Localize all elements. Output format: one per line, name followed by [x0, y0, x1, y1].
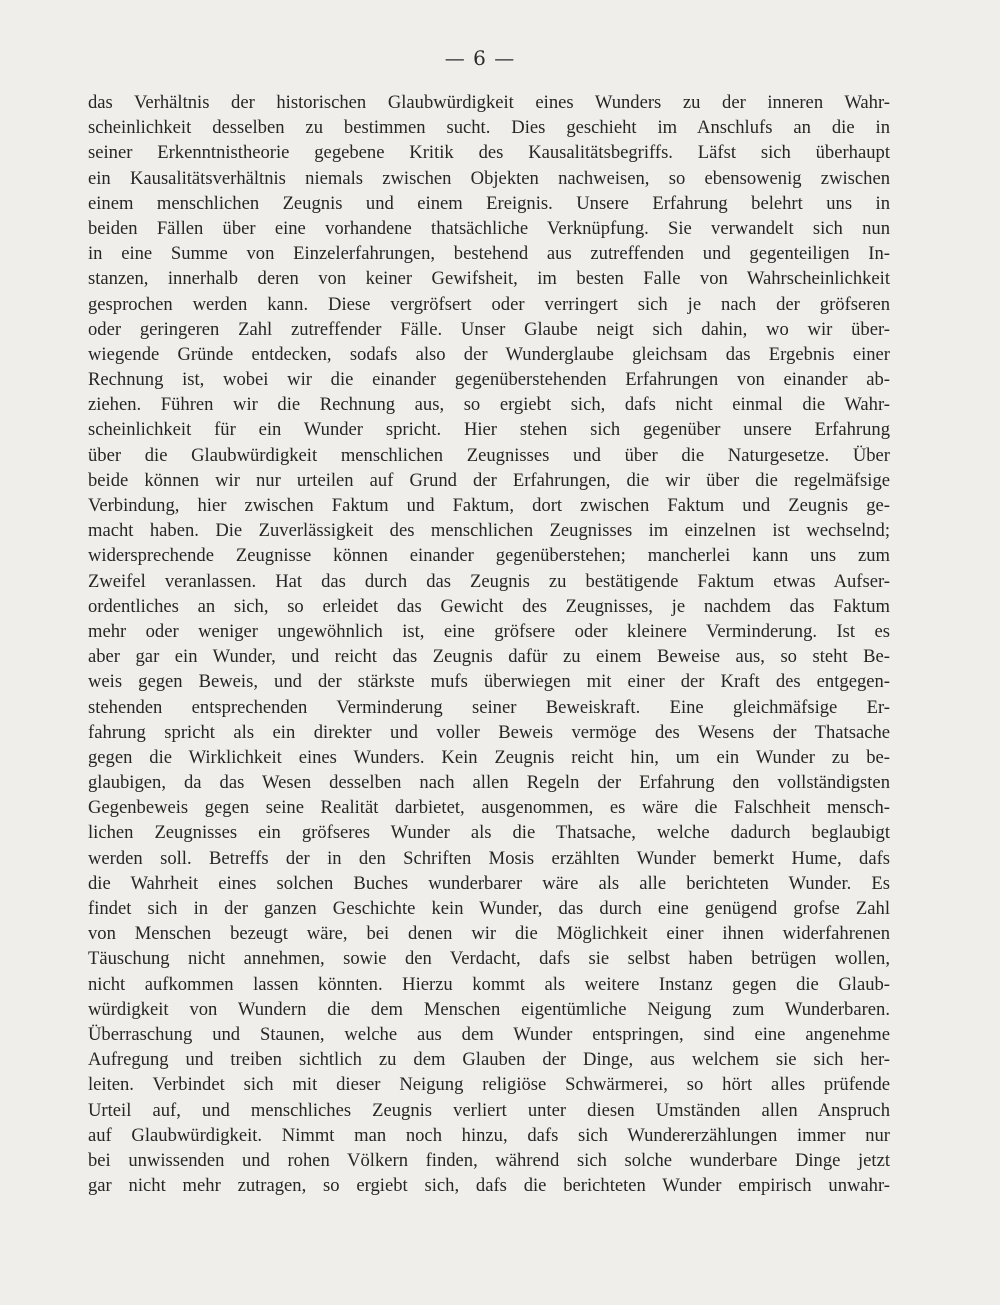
text-line: macht haben. Die Zuverlässigkeit des menschlichen Zeugnisses im einzelnen ist wechselnd; [88, 520, 890, 542]
text-line: Gegenbeweis gegen seine Realität darbietet, ausgenommen, es wäre die Falschheit mensch- [88, 797, 890, 819]
text-line: Verbindung, hier zwischen Faktum und Faktum, dort zwischen Faktum und Zeugnis ge- [88, 495, 890, 516]
text-line [88, 1198, 890, 1223]
text-line: Rechnung ist, wobei wir die einander gegenüberstehenden Erfahrungen von einander ab- [88, 369, 890, 391]
text-line: stehenden entsprechenden Verminderung seiner Beweiskraft. Eine gleichmäfsige Er- [88, 696, 890, 718]
text-line: Zweifel veranlassen. Hat das durch das Zeugnis zu bestätigende Faktum etwas Aufser- [88, 570, 890, 592]
text-line: scheinlichkeit für ein Wunder spricht. Hier stehen sich gegenüber unsere Erfahrung [88, 419, 890, 441]
text-line: Überraschung und Staunen, welche aus dem Wunder entspringen, sind eine angenehme [88, 1023, 890, 1045]
text-line: beide können wir nur urteilen auf Grund der Erfahrungen, die wir über die regelmäfsige [88, 469, 890, 491]
text-line: fahrung spricht als ein direkter und voller Beweis vermöge des Wesens der Thatsache [88, 721, 890, 743]
text-line: in eine Summe von Einzelerfahrungen, bestehend aus zutreffenden und gegenteiligen In- [88, 243, 890, 265]
text-line: weis gegen Beweis, und der stärkste mufs überwiegen mit einer der Kraft des entgegen- [88, 671, 890, 693]
text-line: werden soll. Betreffs der in den Schriften Mosis erzählten Wunder bemerkt Hume, dafs [88, 847, 890, 869]
text-line: Täuschung nicht annehmen, sowie den Verdacht, dafs sie selbst haben betrügen wollen, [88, 948, 890, 970]
text-line: aber gar ein Wunder, und reicht das Zeugnis dafür zu einem Beweise aus, so steht Be- [88, 646, 890, 668]
text-line: glaubigen, da das Wesen desselben nach allen Regeln der Erfahrung den vollständigsten [88, 772, 890, 794]
page-number: — 6 — [444, 46, 516, 70]
text-line: leiten. Verbindet sich mit dieser Neigung religiöse Schwärmerei, so hört alles prüfende [88, 1074, 890, 1096]
text-line: Aufregung und treiben sichtlich zu dem Glauben der Dinge, aus welchem sie sich her- [88, 1049, 890, 1071]
text-line: oder geringeren Zahl zutreffender Fälle. Unser Glaube neigt sich dahin, wo wir über- [88, 318, 890, 340]
text-line: ordentliches an sich, so erleidet das Gewicht des Zeugnisses, je nachdem das Faktum [88, 595, 890, 617]
text-line: die Wahrheit eines solchen Buches wunderbarer wäre als alle berichteten Wunder. Es [88, 872, 890, 894]
text-line: lichen Zeugnisses ein gröfseres Wunder als die Thatsache, welche dadurch beglaubigt [88, 822, 890, 844]
text-line: mehr oder weniger ungewöhnlich ist, eine gröfsere oder kleinere Verminderung. Ist es [88, 620, 890, 642]
text-line: nicht aufkommen lassen könnten. Hierzu kommt als weitere Instanz gegen die Glaub- [88, 973, 890, 995]
text-line: bei unwissenden und rohen Völkern finden, während sich solche wunderbare Dinge jetzt [88, 1149, 890, 1171]
text-line: stanzen, innerhalb deren von keiner Gewifsheit, im besten Falle von Wahrscheinlichkeit [88, 268, 890, 290]
text-line: ziehen. Führen wir die Rechnung aus, so ergiebt sich, dafs nicht einmal die Wahr- [88, 394, 890, 416]
text-line: scheinlichkeit desselben zu bestimmen sucht. Dies geschieht im Anschlufs an die in [88, 117, 890, 139]
text-line: würdigkeit von Wundern die dem Menschen eigentümliche Neigung zum Wunderbaren. [88, 998, 890, 1020]
text-line: das Verhältnis der historischen Glaubwürdigkeit eines Wunders zu der inneren Wahr- [88, 92, 890, 113]
text-line: ein Kausalitätsverhältnis niemals zwischen Objekten nachweisen, so ebensowenig zwischen [88, 167, 890, 189]
text-line: gesprochen werden kann. Diese vergröfsert oder verringert sich je nach der gröfseren [88, 293, 890, 315]
text-line: einem menschlichen Zeugnis und einem Ereignis. Unsere Erfahrung belehrt uns in [88, 192, 890, 214]
text-line: über die Glaubwürdigkeit menschlichen Zeugnisses und über die Naturgesetze. Über [88, 444, 890, 466]
text-line: auf Glaubwürdigkeit. Nimmt man noch hinzu, dafs sich Wundererzählungen immer nur [88, 1124, 890, 1146]
body-text [88, 90, 890, 1223]
text-line: widersprechende Zeugnisse können einander gegenüberstehen; mancherlei kann uns zum [88, 545, 890, 567]
text-line: beiden Fällen über eine vorhandene thatsächliche Verknüpfung. Sie verwandelt sich nun [88, 217, 890, 239]
text-line: wiegende Gründe entdecken, sodafs also der Wunderglaube gleichsam das Ergebnis einer [88, 343, 890, 365]
text-line: gar nicht mehr zutragen, so ergiebt sich, dafs die berichteten Wunder empirisch unwahr- [88, 1175, 890, 1197]
text-line: seiner Erkenntnistheorie gegebene Kritik des Kausalitätsbegriffs. Läfst sich überhaupt [88, 142, 890, 164]
text-line: Urteil auf, und menschliches Zeugnis verliert unter diesen Umständen allen Anspruch [88, 1099, 890, 1121]
text-line: von Menschen bezeugt wäre, bei denen wir die Möglichkeit einer ihnen widerfahrenen [88, 923, 890, 945]
text-line: gegen die Wirklichkeit eines Wunders. Kein Zeugnis reicht hin, um ein Wunder zu be- [88, 746, 890, 768]
text-line: findet sich in der ganzen Geschichte kein Wunder, das durch eine genügend grofse Zahl [88, 898, 890, 919]
